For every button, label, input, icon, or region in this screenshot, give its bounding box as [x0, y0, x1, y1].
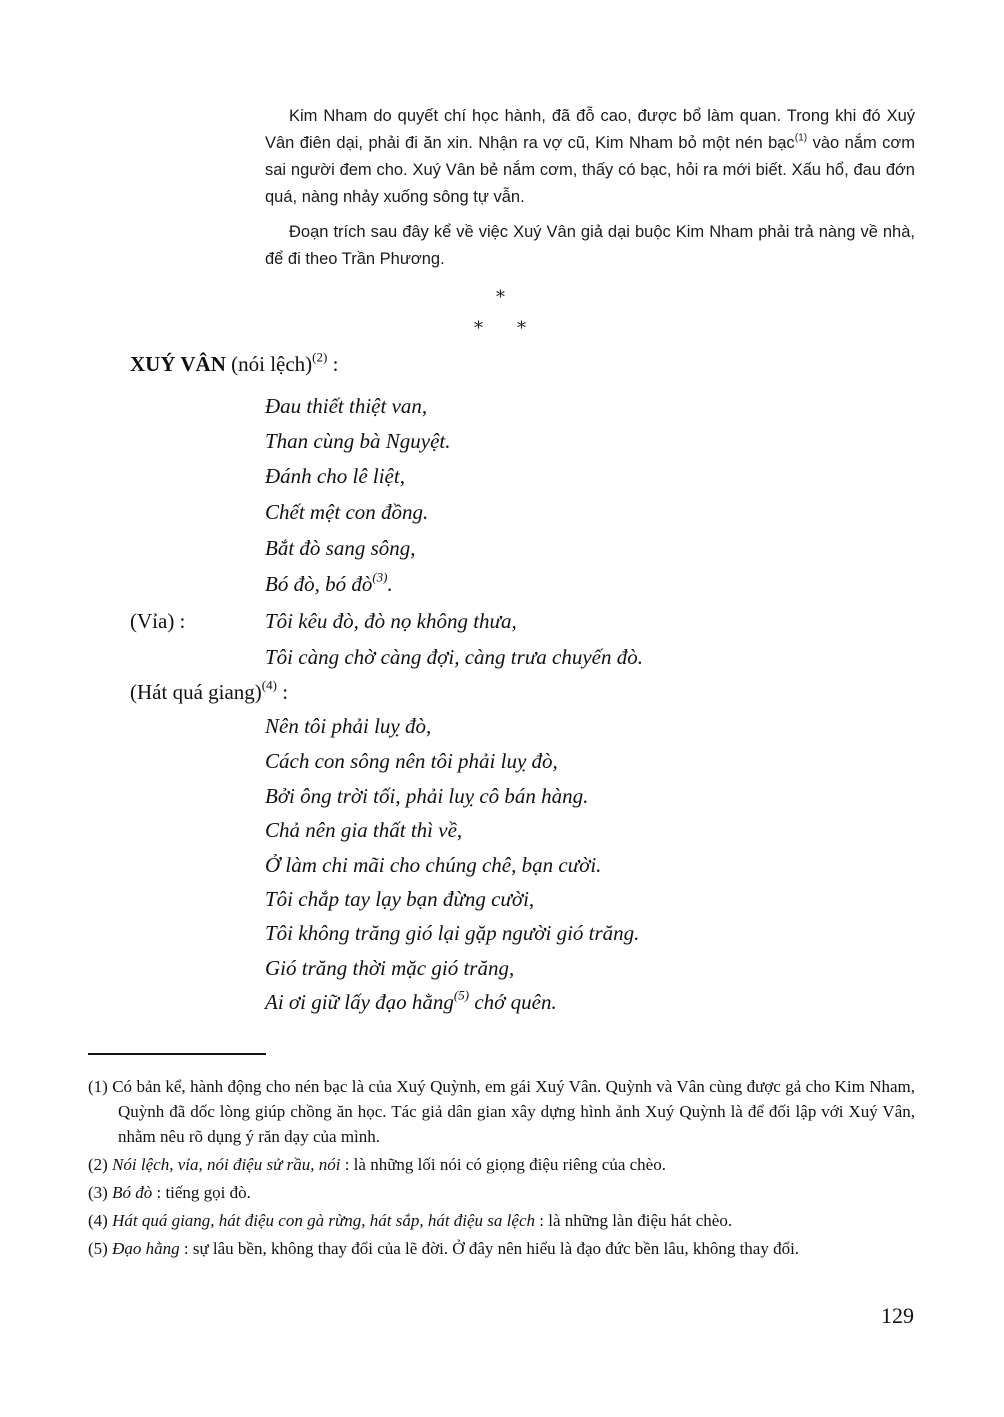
verse-line: Tôi càng chờ càng đợi, càng trưa chuyến đò. [265, 645, 643, 669]
footnote-ref-3: (3) [372, 569, 388, 585]
intro-paragraph-1: Kim Nham do quyết chí học hành, đã đỗ cao, được bổ làm quan. Trong khi đó Xuý Vân điên dại, phải đi ăn xin. Nhận ra vợ cũ, Kim Nham bỏ một nén bạc$^{(1)}$ vào nắm cơm sai người đem cho. Xuý Vân bẻ nắm cơm, thấy có bạc, hỏi ra mới biết. Xấu hổ, đau đớn quá, nàng nhảy xuống sông tự vẫn. [265, 107, 915, 206]
verse-line: Tôi kêu đò, đò nọ không thưa, [265, 609, 517, 633]
role-cue-via: (Vỉa) : [130, 609, 186, 633]
page-number: 129 [881, 1303, 914, 1328]
verse-line: Ở làm chi mãi cho chúng chê, bạn cười. [265, 853, 602, 877]
role-heading-xuy-van: XUÝ VÂN (nói lệch)$^{(2)}$ : [130, 349, 339, 376]
divider-star: * [474, 318, 483, 339]
footnotes [88, 1074, 915, 1264]
role-cue-hat-qua-giang: (Hát quá giang)$^{(4)}$ : [130, 677, 289, 704]
divider-star: * [517, 318, 526, 339]
verse-line: Chả nên gia thất thì về, [265, 818, 463, 842]
verse-line: Tôi chắp tay lạy bạn đừng cười, [265, 887, 535, 911]
verse-line: Đánh cho lê liệt, [265, 464, 405, 488]
footnote-3: (3) Bó đò : tiếng gọi đò. [88, 1183, 251, 1202]
verse-line: Chết mệt con đồng. [265, 500, 429, 524]
verse-line: Cách con sông nên tôi phải luỵ đò, [265, 749, 558, 773]
footnote-ref-5: (5) [453, 987, 470, 1003]
verse-line: Bởi ông trời tối, phải luỵ cô bán hàng. [265, 784, 589, 808]
footnote-ref-4: (4) [261, 677, 277, 693]
verse-line: Than cùng bà Nguyệt. [265, 429, 451, 453]
intro-text [265, 103, 915, 281]
footnote-separator [88, 1053, 266, 1055]
intro-paragraph-2: Đoạn trích sau đây kể về việc Xuý Vân giả dại buộc Kim Nham phải trả nàng về nhà, để đi theo Trần Phương. [265, 223, 915, 268]
verse-line: Đau thiết thiệt van, [265, 394, 428, 418]
verse-line: Ai ơi giữ lấy đạo hằng$^{(5)}$ chớ quên. [265, 987, 557, 1014]
verse-line: Gió trăng thời mặc gió trăng, [265, 956, 515, 980]
divider-star: * [496, 287, 505, 308]
footnote-ref-2: (2) [312, 349, 328, 365]
footnote-2: (2) Nói lệch, vỉa, nói điệu sử rầu, nói : là những lối nói có giọng điệu riêng của chèo. [88, 1155, 666, 1174]
footnote-1: (1) Có bản kể, hành động cho nén bạc là của Xuý Quỳnh, em gái Xuý Vân. Quỳnh và Vân cùng được gả cho Kim Nham, Quỳnh đã dốc lòng giúp chồng ăn học. Tác giả dân gian xây dựng hình ảnh Xuý Quỳnh là để đối lập với Xuý Vân, nhằm nêu rõ dụng ý răn dạy của mình. [88, 1077, 915, 1146]
footnote-5: (5) Đạo hằng : sự lâu bền, không thay đổi của lẽ đời. Ở đây nên hiểu là đạo đức bền lâu, không thay đổi. [88, 1239, 800, 1258]
verse-line: Bó đò, bó $đò^{(3)}$. [265, 569, 393, 596]
footnote-ref-1: (1) [794, 132, 808, 144]
footnote-4: (4) Hát quá giang, hát điệu con gà rừng, hát sắp, hát điệu sa lệch : là những làn điệu hát chèo. [88, 1211, 733, 1230]
verse-line: Nên tôi phải luỵ đò, [265, 714, 432, 738]
verse-line: Tôi không trăng gió lại gặp người gió trăng. [265, 921, 640, 945]
character-name: XUÝ VÂN [130, 352, 226, 376]
verse-line: Bắt đò sang sông, [265, 536, 416, 560]
